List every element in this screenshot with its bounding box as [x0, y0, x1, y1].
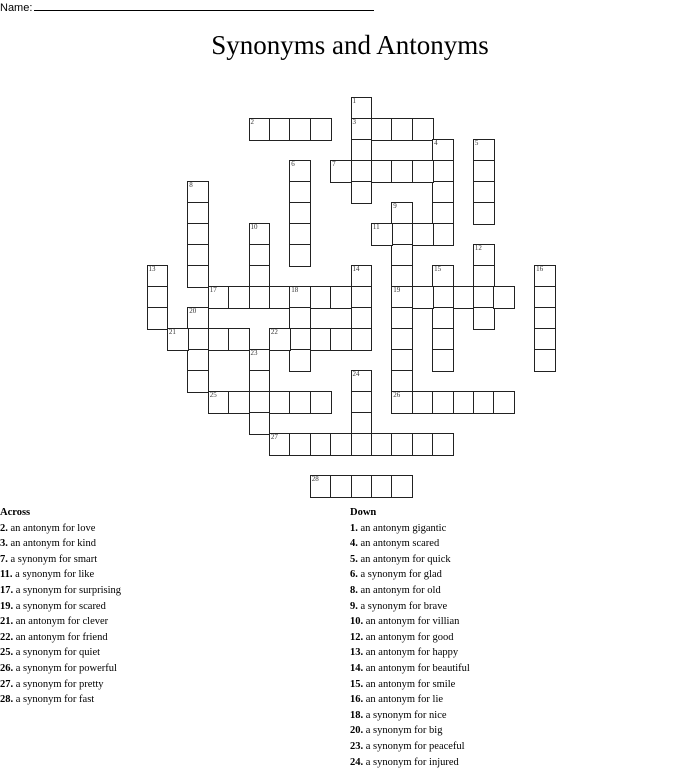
clue-text: a synonym for glad — [357, 569, 442, 581]
grid-cell[interactable] — [147, 265, 169, 288]
grid-cell[interactable] — [310, 475, 332, 498]
across-clue — [0, 692, 121, 708]
across-clue — [0, 552, 121, 568]
grid-cell[interactable] — [351, 97, 373, 120]
clue-text: an antonym for happy — [363, 647, 459, 659]
grid-cell[interactable] — [473, 181, 495, 204]
clue-number: 21 — [168, 328, 176, 336]
grid-cell[interactable] — [351, 370, 373, 393]
grid-cell[interactable] — [391, 286, 413, 309]
grid-cell[interactable] — [289, 244, 311, 267]
grid-cell[interactable] — [187, 265, 209, 288]
grid-cell[interactable] — [208, 391, 230, 414]
clue-number: 12 — [474, 244, 482, 252]
clue-text: an antonym for good — [363, 631, 454, 643]
clue-text: an antonym for villian — [363, 616, 460, 628]
name-label: Name: — [0, 2, 33, 14]
grid-cell[interactable] — [391, 307, 413, 330]
grid-cell[interactable] — [269, 118, 291, 141]
clue-number: 22 — [270, 328, 278, 336]
grid-cell[interactable] — [351, 139, 373, 162]
down-clue — [350, 521, 470, 537]
grid-cell[interactable] — [351, 118, 373, 141]
clue-number: 24. — [350, 756, 364, 768]
clue-text: an antonym scared — [357, 538, 440, 550]
clue-text: an antonym for clever — [13, 616, 109, 628]
grid-cell[interactable] — [391, 160, 413, 183]
grid-cell[interactable] — [534, 265, 556, 288]
clue-text: a synonym for smart — [7, 553, 98, 565]
grid-cell[interactable] — [534, 349, 556, 372]
grid-cell[interactable] — [228, 391, 250, 414]
grid-cell[interactable] — [269, 391, 291, 414]
clue-number: 9 — [393, 202, 397, 210]
grid-cell[interactable] — [330, 433, 352, 456]
grid-cell[interactable] — [453, 391, 475, 414]
clue-number: 7 — [332, 160, 336, 168]
grid-cell[interactable] — [310, 286, 332, 309]
grid-cell[interactable] — [187, 307, 209, 330]
grid-cell[interactable] — [351, 475, 373, 498]
across-clue — [0, 677, 121, 693]
grid-cell[interactable] — [249, 370, 271, 393]
clue-number: 22. — [0, 631, 14, 643]
grid-cell[interactable] — [289, 328, 311, 351]
grid-cell[interactable] — [432, 265, 454, 288]
clue-number: 27 — [270, 433, 278, 441]
clue-text: a synonym for peaceful — [363, 740, 465, 752]
down-clue — [350, 645, 470, 661]
grid-cell[interactable] — [167, 328, 189, 351]
clue-number: 12. — [350, 631, 364, 643]
grid-cell[interactable] — [432, 391, 454, 414]
grid-cell[interactable] — [473, 244, 495, 267]
clue-number: 10. — [350, 616, 364, 628]
grid-cell[interactable] — [473, 139, 495, 162]
grid-cell[interactable] — [371, 475, 393, 498]
grid-cell[interactable] — [208, 286, 230, 309]
down-heading: Down — [350, 507, 377, 518]
grid-cell[interactable] — [289, 391, 311, 414]
grid-cell[interactable] — [391, 244, 413, 267]
grid-cell[interactable] — [473, 307, 495, 330]
grid-cell[interactable] — [391, 475, 413, 498]
clue-number: 26 — [393, 391, 401, 399]
clue-text: a synonym for fast — [13, 694, 95, 706]
down-clues — [350, 505, 470, 770]
grid-cell[interactable] — [493, 391, 515, 414]
across-clue — [0, 645, 121, 661]
clue-number: 21. — [0, 616, 14, 628]
grid-cell[interactable] — [371, 433, 393, 456]
down-clue — [350, 755, 470, 771]
clue-text: an antonym for lie — [363, 694, 444, 706]
clue-text: an antonym for friend — [13, 631, 108, 643]
page-title: Synonyms and Antonyms — [211, 30, 489, 60]
down-clue — [350, 661, 470, 677]
down-clue — [350, 692, 470, 708]
across-clue — [0, 661, 121, 677]
grid-cell[interactable] — [391, 202, 413, 225]
grid-cell[interactable] — [289, 349, 311, 372]
grid-cell[interactable] — [310, 328, 332, 351]
grid-cell[interactable] — [187, 223, 209, 246]
clue-text: a synonym for nice — [363, 709, 447, 721]
grid-cell[interactable] — [147, 286, 169, 309]
across-clue — [0, 521, 121, 537]
grid-cell[interactable] — [412, 160, 434, 183]
clue-number: 11. — [0, 569, 13, 581]
clue-text: a synonym for like — [12, 569, 95, 581]
clue-number: 13. — [350, 647, 364, 659]
grid-cell[interactable] — [269, 328, 291, 351]
clue-number: 19. — [0, 600, 14, 612]
grid-cell[interactable] — [534, 307, 556, 330]
clue-number: 17. — [0, 584, 14, 596]
clue-number: 11 — [372, 223, 380, 231]
clue-number: 8. — [350, 584, 358, 596]
grid-cell[interactable] — [432, 307, 454, 330]
grid-cell[interactable] — [249, 265, 271, 288]
clue-text: a synonym for surprising — [13, 584, 122, 596]
grid-cell[interactable] — [412, 118, 434, 141]
grid-cell[interactable] — [269, 433, 291, 456]
clue-number: 27. — [0, 678, 14, 690]
grid-cell[interactable] — [249, 391, 271, 414]
grid-cell[interactable] — [391, 223, 413, 246]
clue-text: an antonym for quick — [357, 553, 451, 565]
across-clue — [0, 567, 121, 583]
grid-cell[interactable] — [249, 244, 271, 267]
grid-cell[interactable] — [473, 202, 495, 225]
grid-cell[interactable] — [391, 118, 413, 141]
down-clue — [350, 614, 470, 630]
clue-number: 18 — [291, 286, 299, 294]
clue-number: 5. — [350, 553, 358, 565]
clue-number: 14 — [352, 265, 360, 273]
grid-cell[interactable] — [432, 433, 454, 456]
clue-text: a synonym for big — [363, 725, 443, 737]
grid-cell[interactable] — [310, 391, 332, 414]
grid-cell[interactable] — [228, 328, 250, 351]
clue-number: 15. — [350, 678, 364, 690]
grid-cell[interactable] — [473, 160, 495, 183]
grid-cell[interactable] — [351, 433, 373, 456]
grid-cell[interactable] — [391, 370, 413, 393]
grid-cell[interactable] — [351, 160, 373, 183]
clue-text: a synonym for quiet — [13, 647, 101, 659]
grid-cell[interactable] — [330, 160, 352, 183]
grid-cell[interactable] — [187, 181, 209, 204]
grid-cell[interactable] — [187, 244, 209, 267]
grid-cell[interactable] — [391, 328, 413, 351]
grid-cell[interactable] — [330, 286, 352, 309]
down-clue — [350, 599, 470, 615]
grid-cell[interactable] — [351, 181, 373, 204]
down-clue — [350, 536, 470, 552]
clue-number: 16. — [350, 694, 364, 706]
clue-text: an antonym for beautiful — [363, 662, 470, 674]
clue-text: a synonym for injured — [363, 756, 459, 768]
clue-number: 4 — [434, 139, 438, 147]
clue-text: an antonym for old — [357, 584, 441, 596]
clue-number: 28 — [311, 475, 319, 483]
clue-number: 6. — [350, 569, 358, 581]
clue-text: an antonym for love — [7, 522, 96, 534]
clue-number: 6 — [291, 160, 295, 168]
down-clue — [350, 708, 470, 724]
down-clue — [350, 583, 470, 599]
clue-number: 24 — [352, 370, 360, 378]
clue-number: 23. — [350, 740, 364, 752]
clue-number: 20 — [189, 307, 197, 315]
grid-cell[interactable] — [534, 286, 556, 309]
grid-cell[interactable] — [351, 412, 373, 435]
clue-number: 9. — [350, 600, 358, 612]
grid-cell[interactable] — [187, 328, 209, 351]
grid-cell[interactable] — [351, 265, 373, 288]
grid-cell[interactable] — [432, 349, 454, 372]
grid-cell[interactable] — [432, 181, 454, 204]
clue-number: 3 — [352, 118, 356, 126]
grid-cell[interactable] — [249, 286, 271, 309]
grid-cell[interactable] — [351, 328, 373, 351]
across-clue — [0, 583, 121, 599]
grid-cell[interactable] — [412, 286, 434, 309]
grid-cell[interactable] — [187, 202, 209, 225]
grid-cell[interactable] — [249, 118, 271, 141]
grid-cell[interactable] — [391, 265, 413, 288]
grid-cell[interactable] — [473, 391, 495, 414]
grid-cell[interactable] — [351, 286, 373, 309]
clue-number: 1 — [352, 97, 356, 105]
grid-cell[interactable] — [432, 139, 454, 162]
grid-cell[interactable] — [493, 286, 515, 309]
clue-number: 15 — [434, 265, 442, 273]
grid-cell[interactable] — [432, 202, 454, 225]
clue-number: 2. — [0, 522, 8, 534]
grid-cell[interactable] — [371, 118, 393, 141]
clue-number: 1. — [350, 522, 358, 534]
clue-number: 26. — [0, 662, 14, 674]
grid-cell[interactable] — [351, 307, 373, 330]
grid-cell[interactable] — [187, 349, 209, 372]
down-clue — [350, 677, 470, 693]
clue-number: 23 — [250, 349, 258, 357]
down-clue — [350, 630, 470, 646]
clue-text: a synonym for pretty — [13, 678, 104, 690]
grid-cell[interactable] — [371, 223, 393, 246]
clue-text: a synonym for brave — [357, 600, 448, 612]
grid-cell[interactable] — [371, 160, 393, 183]
grid-cell[interactable] — [208, 328, 230, 351]
grid-cell[interactable] — [351, 391, 373, 414]
clue-number: 28. — [0, 694, 14, 706]
grid-cell[interactable] — [453, 286, 475, 309]
clue-number: 4. — [350, 538, 358, 550]
grid-cell[interactable] — [289, 160, 311, 183]
clue-number: 18. — [350, 709, 364, 721]
clue-text: a synonym for scared — [13, 600, 106, 612]
clue-text: an antonym for kind — [7, 538, 96, 550]
grid-cell[interactable] — [391, 391, 413, 414]
clue-number: 13 — [148, 265, 156, 273]
across-clue — [0, 630, 121, 646]
clue-number: 14. — [350, 662, 364, 674]
grid-cell[interactable] — [330, 475, 352, 498]
grid-cell[interactable] — [432, 160, 454, 183]
down-clue — [350, 567, 470, 583]
grid-cell[interactable] — [330, 328, 352, 351]
clue-number: 25. — [0, 647, 14, 659]
grid-cell[interactable] — [432, 286, 454, 309]
grid-cell[interactable] — [391, 349, 413, 372]
clue-text: a synonym for powerful — [13, 662, 117, 674]
clue-number: 8 — [189, 181, 193, 189]
clue-number: 2 — [250, 118, 254, 126]
grid-cell[interactable] — [289, 202, 311, 225]
grid-cell[interactable] — [432, 223, 454, 246]
clue-number: 10 — [250, 223, 258, 231]
clue-number: 17 — [209, 286, 217, 294]
grid-cell[interactable] — [289, 433, 311, 456]
grid-cell[interactable] — [289, 181, 311, 204]
grid-cell[interactable] — [289, 118, 311, 141]
grid-cell[interactable] — [249, 349, 271, 372]
grid-cell[interactable] — [187, 370, 209, 393]
across-clue — [0, 614, 121, 630]
grid-cell[interactable] — [310, 433, 332, 456]
grid-cell[interactable] — [289, 223, 311, 246]
down-clue — [350, 552, 470, 568]
down-clue — [350, 723, 470, 739]
clue-number: 5 — [474, 139, 479, 147]
grid-cell[interactable] — [269, 286, 291, 309]
clue-number: 7. — [0, 553, 8, 565]
grid-cell[interactable] — [228, 286, 250, 309]
grid-cell[interactable] — [249, 412, 271, 435]
grid-cell[interactable] — [249, 223, 271, 246]
clue-number: 25 — [209, 391, 217, 399]
down-clue — [350, 739, 470, 755]
across-clue — [0, 599, 121, 615]
grid-cell[interactable] — [534, 328, 556, 351]
grid-cell[interactable] — [412, 223, 434, 246]
grid-cell[interactable] — [412, 433, 434, 456]
across-clues — [0, 505, 121, 708]
grid-cell[interactable] — [289, 307, 311, 330]
clue-text: an antonym for smile — [363, 678, 456, 690]
grid-cell[interactable] — [473, 265, 495, 288]
grid-cell[interactable] — [310, 118, 332, 141]
clue-number: 16 — [536, 265, 544, 273]
grid-cell[interactable] — [147, 307, 169, 330]
clue-text: an antonym gigantic — [357, 522, 447, 534]
across-clue — [0, 536, 121, 552]
clue-number: 19 — [393, 286, 401, 294]
clue-number: 20. — [350, 725, 364, 737]
grid-cell[interactable] — [391, 433, 413, 456]
clue-number: 3. — [0, 538, 8, 550]
grid-cell[interactable] — [289, 286, 311, 309]
grid-cell[interactable] — [412, 391, 434, 414]
grid-cell[interactable] — [473, 286, 495, 309]
across-heading: Across — [0, 507, 31, 518]
grid-cell[interactable] — [432, 328, 454, 351]
